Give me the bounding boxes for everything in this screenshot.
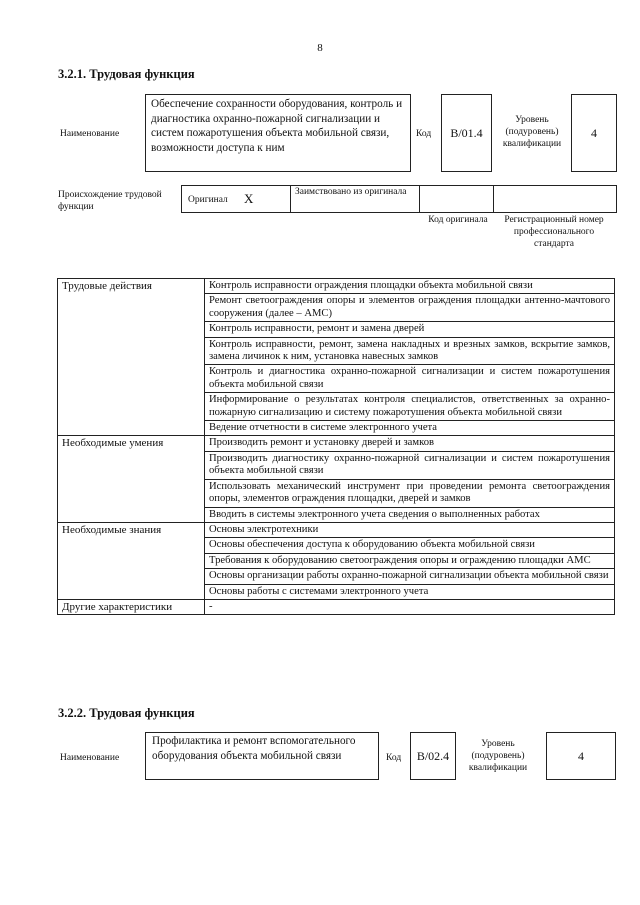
name-label-2: Наименование	[60, 753, 120, 763]
code-value: B/01.4	[441, 94, 492, 172]
other-characteristics-label: Другие характеристики	[58, 599, 205, 614]
knowledge-label: Необходимые знания	[58, 522, 205, 599]
labor-action-item: Контроль и диагностика охранно-пожарной сигнализации и систем пожаротушения объекта мобильной связи	[205, 365, 615, 393]
section-heading-3-2-2: 3.2.2. Трудовая функция	[58, 706, 195, 720]
code-label-2: Код	[386, 753, 402, 763]
level-label: Уровень (подуровень) квалификации	[502, 115, 562, 149]
origin-label: Происхождение трудовой функции	[58, 190, 162, 212]
skill-item: Производить ремонт и установку дверей и замков	[205, 436, 615, 451]
name-label: Наименование	[60, 129, 120, 139]
code-label: Код	[416, 129, 432, 139]
labor-action-item: Контроль исправности, ремонт и замена дверей	[205, 322, 615, 337]
page-number: 8	[317, 42, 323, 54]
labor-action-item: Контроль исправности ограждения площадки объекта мобильной связи	[205, 279, 615, 294]
labor-action-item: Контроль исправности, ремонт, замена накладных и врезных замков, вскрытие замков, замена личинок к ним, установка навесных замков	[205, 337, 615, 365]
original-mark: X	[244, 191, 254, 206]
level-label-2: Уровень (подуровень) квалификации	[468, 739, 528, 773]
other-characteristics-value: -	[205, 599, 615, 614]
level-value: 4	[571, 94, 617, 172]
table-row	[58, 599, 615, 614]
knowledge-item: Основы работы с системами электронного учета	[205, 584, 615, 599]
borrowed-label: Заимствовано из оригинала	[295, 187, 407, 197]
table-row	[58, 522, 615, 537]
reg-number-caption: Регистрационный номер профессионального стандарта	[504, 215, 604, 249]
table-row	[58, 279, 615, 294]
knowledge-item: Основы обеспечения доступа к оборудованию объекта мобильной связи	[205, 538, 615, 553]
labor-action-item: Ремонт светоограждения опоры и элементов ограждения площадки антенно-мачтового сооружения (далее – АМС)	[205, 294, 615, 322]
knowledge-item: Основы организации работы охранно-пожарной сигнализации объекта мобильной связи	[205, 569, 615, 584]
function-name-value-2: Профилактика и ремонт вспомогательного оборудования объекта мобильной связи	[145, 732, 379, 780]
skill-item: Производить диагностику охранно-пожарной сигнализации и систем пожаротушения объекта мобильной связи	[205, 451, 615, 479]
knowledge-item: Требования к оборудованию светоограждения опоры и ограждению площадки АМС	[205, 553, 615, 568]
labor-action-item: Информирование о результатах контроля специалистов, ответственных за охранно-пожарную сигнализацию и систему пожаротушения объекта мобильной связи	[205, 393, 615, 421]
skill-item: Использовать механический инструмент при проведении ремонта светоограждения опоры, элементов ограждения площадки, дверей и замков	[205, 479, 615, 507]
labor-action-item: Ведение отчетности в системе электронного учета	[205, 421, 615, 436]
section-heading-3-2-1: 3.2.1. Трудовая функция	[58, 67, 195, 81]
table-row	[58, 436, 615, 451]
code-value-2: B/02.4	[410, 732, 456, 780]
original-label: Оригинал	[188, 195, 228, 205]
labor-function-table	[57, 278, 615, 615]
function-name-value: Обеспечение сохранности оборудования, контроль и диагностика охранно-пожарной сигнализации и систем пожаротушения объекта мобильной связи, возможности доступа к ним	[145, 94, 411, 172]
code-original-caption: Код оригинала	[428, 215, 488, 225]
labor-actions-label: Трудовые действия	[58, 279, 205, 436]
knowledge-item: Основы электротехники	[205, 522, 615, 537]
skill-item: Вводить в системы электронного учета сведения о выполненных работах	[205, 507, 615, 522]
skills-label: Необходимые умения	[58, 436, 205, 522]
level-value-2: 4	[546, 732, 616, 780]
